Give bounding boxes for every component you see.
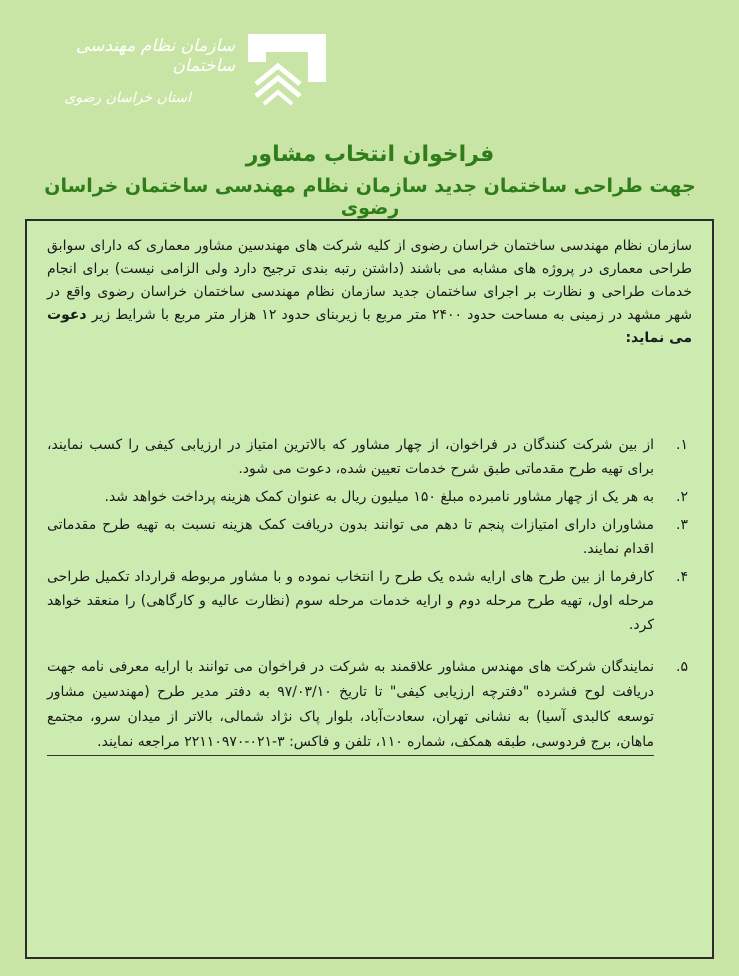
list-item-text: نمایندگان شرکت های مهندس مشاور علاقمند به شرکت در فراخوان می توانند با ارایه معرفی نامه جهت دریافت لوح فشرده "دفترچه ارزیابی کیفی" تا تاریخ ۹۷/۰۳/۱۰ به دفتر مدیر طرح (مهندسین مشاور توسعه کالبدی آسیا) به نشانی تهران، سعادت‌آباد، بلوار پاک نژاد شمالی، بالاتر از میدان سرو، مجتمع ماهان، برج فردوسی، طبقه همکف، شماره ۱۱۰، تلفن و فاکس: ۳-۰۲۱-۲۲۱۱۰۹۷۰ مراجعه نمایند. bbox=[47, 655, 654, 756]
list-item bbox=[47, 565, 692, 637]
list-item-number: ۱. bbox=[676, 437, 688, 453]
page-title: فراخوان انتخاب مشاور bbox=[245, 142, 495, 167]
intro-closing: دعوت می نماید: bbox=[47, 307, 692, 346]
intro-paragraph bbox=[47, 235, 692, 350]
conditions-list bbox=[47, 433, 692, 760]
org-name bbox=[30, 36, 235, 106]
list-item-number: ۳. bbox=[676, 517, 688, 533]
list-item-number: ۵. bbox=[676, 659, 688, 675]
list-item bbox=[47, 433, 692, 481]
list-item-text: از بین شرکت کنندگان در فراخوان، از چهار مشاور که بالاترین امتیاز در ارزیابی کیفی را کسب نمایند، برای تهیه طرح مقدماتی طبق شرح خدمات تعیین شده، دعوت می شود. bbox=[47, 437, 654, 477]
intro-text: سازمان نظام مهندسی ساختمان خراسان رضوی از کلیه شرکت های مهندسین مشاور معماری که دارای سوابق طراحی معماری در پروژه های مشابه می باشند (داشتن رتبه بندی ترجیح دارد ولی الزامی نیست) برای انجام خدمات طراحی و نظارت بر اجرای ساختمان جدید سازمان نظام مهندسی ساختمان خراسان رضوی واقع در شهر مشهد در زمینی به مساحت حدود ۲۴۰۰ متر مربع با زیربنای حدود ۱۲ هزار متر مربع با شرایط زیر bbox=[47, 238, 693, 323]
list-item-text: به هر یک از چهار مشاور نامبرده مبلغ ۱۵۰ میلیون ریال به عنوان کمک هزینه پرداخت خواهد شد. bbox=[104, 489, 654, 505]
list-item bbox=[47, 485, 692, 509]
list-item-contact bbox=[47, 655, 692, 756]
page-subtitle: جهت طراحی ساختمان جدید سازمان نظام مهندسی ساختمان خراسان رضوی bbox=[44, 175, 696, 219]
org-name-line1: سازمان نظام مهندسی ساختمان bbox=[75, 36, 235, 76]
header bbox=[30, 18, 330, 118]
org-name-line2: استان خراسان رضوی bbox=[64, 90, 191, 106]
announcement-box bbox=[25, 219, 714, 959]
list-item-number: ۴. bbox=[676, 569, 688, 585]
list-item-text: مشاوران دارای امتیازات پنجم تا دهم می توانند بدون دریافت کمک هزینه نسبت به تهیه طرح مقدماتی اقدام نمایند. bbox=[47, 517, 654, 557]
list-item-number: ۲. bbox=[676, 489, 688, 505]
list-item bbox=[47, 513, 692, 561]
building-logo-icon bbox=[242, 26, 332, 106]
list-item-text: کارفرما از بین طرح های ارایه شده یک طرح را انتخاب نموده و با مشاور مربوطه قرارداد تکمیل طراحی مرحله اول، تهیه طرح مرحله دوم و ارایه خدمات مرحله سوم (نظارت عالیه و کارگاهی) را منعقد خواهد کرد. bbox=[47, 569, 654, 633]
titles bbox=[15, 142, 725, 219]
